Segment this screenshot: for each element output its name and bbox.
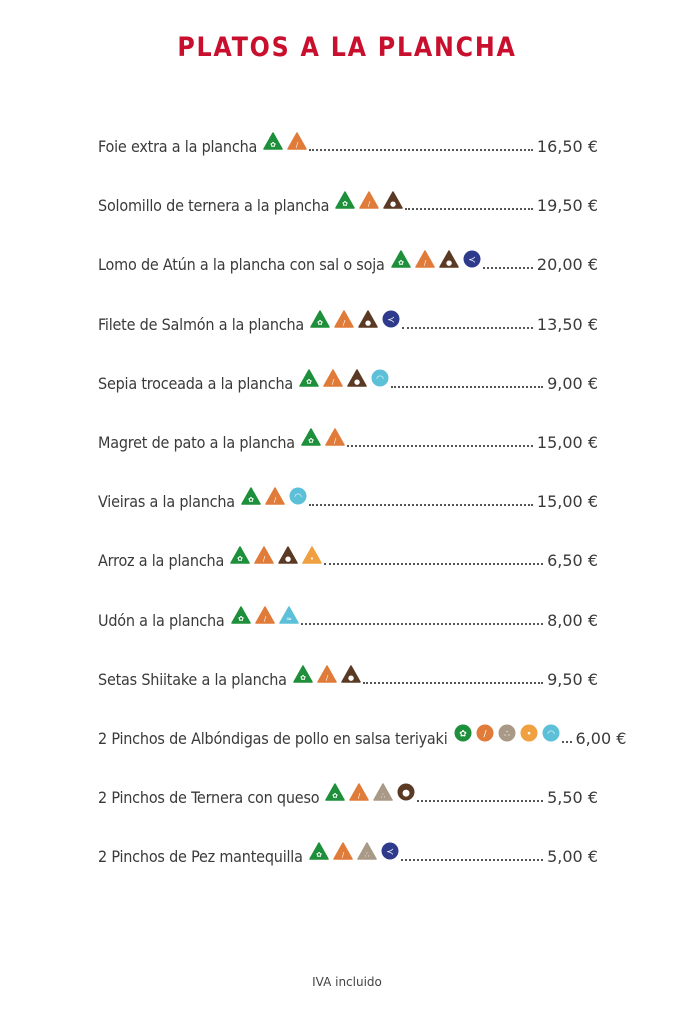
svg-text:◠: ◠ xyxy=(546,729,555,740)
dot-leader xyxy=(402,327,533,329)
dish-price: 5,00 € xyxy=(547,847,598,867)
dot-leader xyxy=(363,682,543,684)
svg-text:✿: ✿ xyxy=(299,673,306,682)
dish-name: Arroz a la plancha xyxy=(98,551,225,571)
mollusc-allergen-icon xyxy=(279,606,299,624)
svg-text:•: • xyxy=(310,555,315,564)
menu-item xyxy=(98,536,598,570)
lactose-allergen-icon xyxy=(349,783,369,801)
dish-price: 15,00 € xyxy=(536,492,598,512)
svg-text:●: ● xyxy=(353,377,361,386)
gluten-allergen-icon xyxy=(299,369,319,387)
svg-text:≺: ≺ xyxy=(387,315,395,326)
svg-text:/: / xyxy=(273,496,277,505)
dish-name: Lomo de Atún a la plancha con sal o soja xyxy=(98,255,385,275)
svg-text:◠: ◠ xyxy=(376,374,384,385)
svg-text:✿: ✿ xyxy=(342,200,349,209)
allergen-icons xyxy=(325,783,415,801)
menu-item xyxy=(98,181,598,215)
lactose-allergen-icon xyxy=(287,132,307,150)
svg-text:≺: ≺ xyxy=(467,255,476,266)
allergen-icons xyxy=(263,132,307,150)
soy-allergen-icon xyxy=(439,250,459,268)
dot-leader xyxy=(309,504,533,506)
dish-name: Vieiras a la plancha xyxy=(98,492,235,512)
allergen-icons xyxy=(241,487,307,505)
svg-text:•: • xyxy=(525,729,532,740)
allergen-icons xyxy=(391,250,481,268)
menu-item xyxy=(98,240,598,274)
dish-price: 8,00 € xyxy=(547,610,598,630)
lactose-allergen-icon xyxy=(254,546,274,564)
dish-name: 2 Pinchos de Ternera con queso xyxy=(98,788,320,808)
allergen-icons xyxy=(230,546,322,564)
dot-leader xyxy=(309,149,533,151)
menu-item xyxy=(98,714,627,748)
gluten-allergen-icon xyxy=(391,250,411,268)
dot-leader xyxy=(562,741,572,743)
gluten-allergen-icon xyxy=(335,191,355,209)
svg-text:/: / xyxy=(325,673,328,682)
gluten-allergen-icon xyxy=(293,665,313,683)
svg-text:✿: ✿ xyxy=(237,614,244,623)
egg-allergen-icon xyxy=(520,724,538,742)
dot-leader xyxy=(401,859,543,861)
lactose-allergen-icon xyxy=(325,428,345,446)
svg-text:✿: ✿ xyxy=(270,141,277,149)
svg-text:✿: ✿ xyxy=(317,318,323,327)
egg-allergen-icon xyxy=(302,546,322,564)
menu-item xyxy=(98,832,598,866)
allergen-icons xyxy=(299,369,389,387)
dish-price: 9,00 € xyxy=(547,373,598,393)
svg-text:●: ● xyxy=(390,200,397,209)
svg-text:●: ● xyxy=(364,318,372,327)
dish-name: Setas Shiitake a la plancha xyxy=(98,669,287,689)
allergen-icons xyxy=(293,665,361,683)
dish-name: Magret de pato a la plancha xyxy=(98,433,295,452)
gluten-allergen-icon xyxy=(230,546,250,564)
dish-price: 16,50 € xyxy=(536,137,598,156)
gluten-allergen-icon xyxy=(241,487,261,505)
sesame-allergen-icon xyxy=(373,783,393,801)
menu-item xyxy=(98,596,598,630)
allergen-icons xyxy=(231,606,299,624)
fish-allergen-icon xyxy=(463,250,481,268)
lactose-allergen-icon xyxy=(255,606,275,624)
gluten-allergen-icon xyxy=(301,428,321,446)
svg-text:◠: ◠ xyxy=(293,492,302,503)
menu-item xyxy=(98,773,598,807)
svg-text:✿: ✿ xyxy=(332,792,339,801)
svg-text:✿: ✿ xyxy=(306,377,312,386)
dot-leader xyxy=(324,563,543,565)
svg-text:✿: ✿ xyxy=(315,851,322,860)
lactose-allergen-icon xyxy=(359,191,379,209)
dish-price: 15,00 € xyxy=(536,433,598,452)
svg-text:✿: ✿ xyxy=(397,259,404,268)
menu-item xyxy=(98,300,598,334)
svg-text:/: / xyxy=(262,555,266,564)
svg-text:●: ● xyxy=(445,259,452,268)
dish-price: 13,50 € xyxy=(536,314,598,334)
menu-item xyxy=(98,477,598,511)
fish-allergen-icon xyxy=(382,310,400,328)
dot-leader xyxy=(301,623,544,625)
svg-text:∴: ∴ xyxy=(364,851,369,860)
svg-text:/: / xyxy=(295,141,299,149)
lactose-allergen-icon xyxy=(476,724,494,742)
dish-price: 6,50 € xyxy=(547,551,598,571)
svg-text:/: / xyxy=(482,729,487,740)
svg-text:/: / xyxy=(333,437,337,445)
svg-text:/: / xyxy=(358,792,361,801)
shellfish-allergen-icon xyxy=(542,724,560,742)
lactose-allergen-icon xyxy=(323,369,343,387)
svg-text:✿: ✿ xyxy=(237,555,244,564)
soy-allergen-icon xyxy=(397,783,415,801)
gluten-allergen-icon xyxy=(263,132,283,150)
svg-text:/: / xyxy=(341,851,344,860)
svg-text:●: ● xyxy=(347,673,354,682)
dish-price: 5,50 € xyxy=(547,788,598,808)
dot-leader xyxy=(417,800,543,802)
soy-allergen-icon xyxy=(341,665,361,683)
svg-text:●: ● xyxy=(285,555,292,564)
dish-name: Foie extra a la plancha xyxy=(98,137,258,156)
dot-leader xyxy=(483,267,533,269)
allergen-icons xyxy=(301,428,345,446)
menu-item xyxy=(98,122,598,156)
svg-text:∴: ∴ xyxy=(503,729,510,740)
sesame-allergen-icon xyxy=(357,842,377,860)
svg-text:✿: ✿ xyxy=(458,729,467,740)
allergen-icons xyxy=(310,310,400,328)
allergen-icons xyxy=(309,842,399,860)
dish-price: 6,00 € xyxy=(575,729,627,748)
dot-leader xyxy=(391,386,543,388)
dish-name: Filete de Salmón a la plancha xyxy=(98,314,305,334)
gluten-allergen-icon xyxy=(231,606,251,624)
lactose-allergen-icon xyxy=(334,310,354,328)
dish-price: 20,00 € xyxy=(536,255,598,275)
dish-price: 9,50 € xyxy=(547,669,598,689)
svg-text:≈: ≈ xyxy=(285,614,292,623)
gluten-allergen-icon xyxy=(310,310,330,328)
menu-item xyxy=(98,418,598,452)
tax-note: IVA incluido xyxy=(312,975,382,989)
svg-text:/: / xyxy=(331,377,335,386)
soy-allergen-icon xyxy=(358,310,378,328)
sesame-allergen-icon xyxy=(498,724,516,742)
soy-allergen-icon xyxy=(383,191,403,209)
shellfish-allergen-icon xyxy=(371,369,389,387)
svg-text:/: / xyxy=(423,259,426,268)
lactose-allergen-icon xyxy=(317,665,337,683)
allergen-icons xyxy=(335,191,403,209)
dish-name: 2 Pinchos de Pez mantequilla xyxy=(98,847,303,867)
shellfish-allergen-icon xyxy=(289,487,307,505)
soy-allergen-icon xyxy=(347,369,367,387)
menu-item xyxy=(98,655,598,689)
dot-leader xyxy=(405,208,533,210)
dot-leader xyxy=(347,445,533,447)
dish-name: Sepia troceada a la plancha xyxy=(98,373,293,393)
svg-text:∴: ∴ xyxy=(381,792,386,801)
soy-allergen-icon xyxy=(278,546,298,564)
svg-text:✿: ✿ xyxy=(307,437,314,445)
dish-name: Solomillo de ternera a la plancha xyxy=(98,196,330,216)
lactose-allergen-icon xyxy=(333,842,353,860)
gluten-allergen-icon xyxy=(454,724,472,742)
lactose-allergen-icon xyxy=(265,487,285,505)
fish-allergen-icon xyxy=(381,842,399,860)
svg-text:/: / xyxy=(368,200,371,209)
allergen-icons xyxy=(454,724,560,742)
gluten-allergen-icon xyxy=(309,842,329,860)
svg-text:≺: ≺ xyxy=(385,847,394,858)
svg-text:/: / xyxy=(263,614,266,623)
svg-text:/: / xyxy=(342,318,346,327)
svg-text:✿: ✿ xyxy=(247,496,254,505)
menu-item xyxy=(98,359,598,393)
gluten-allergen-icon xyxy=(325,783,345,801)
lactose-allergen-icon xyxy=(415,250,435,268)
dish-name: 2 Pinchos de Albóndigas de pollo en salsa teriyaki xyxy=(98,729,448,748)
page-title: PLATOS A LA PLANCHA xyxy=(177,32,517,63)
dish-price: 19,50 € xyxy=(536,196,598,216)
dish-name: Udón a la plancha xyxy=(98,610,225,630)
svg-text:●: ● xyxy=(402,788,411,799)
